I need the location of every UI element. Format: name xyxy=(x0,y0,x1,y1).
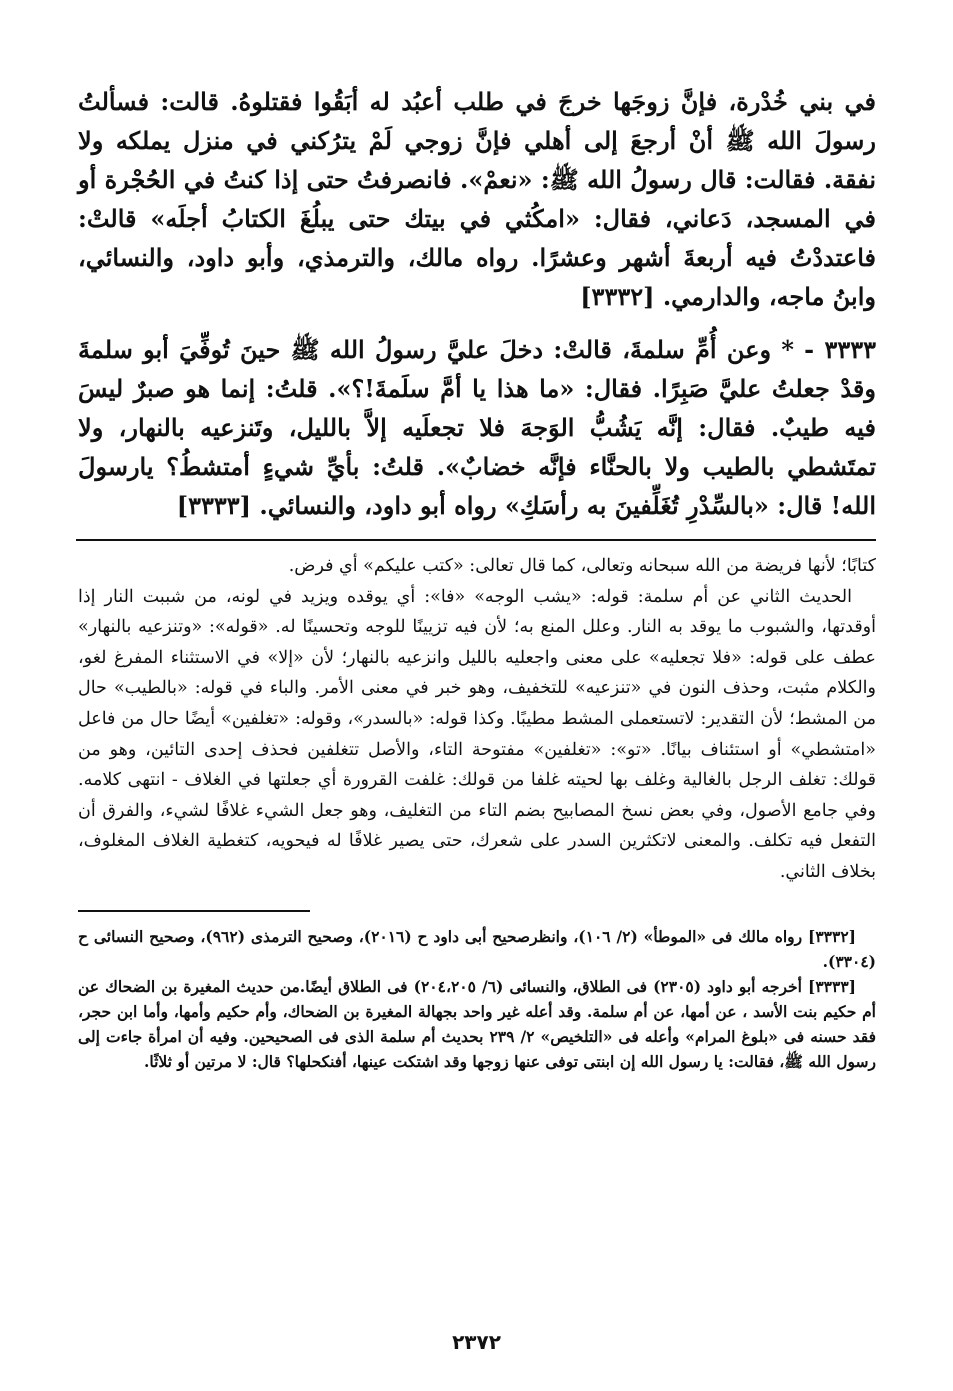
commentary xyxy=(78,551,876,888)
footnote-divider xyxy=(78,910,310,912)
main-divider xyxy=(76,539,876,541)
page-number: ٢٣٧٢ xyxy=(452,1330,501,1354)
hadith-text xyxy=(78,82,876,525)
hadith-3332-paragraph: في بني خُدْرة، فإنَّ زوجَها خرجَ في طلب أعبُد له أبَقُوا فقتلوهُ. قالت: فسألتُ رسولَ الله ﷺ أنْ أرجعَ إلى أهلي فإنَّ زوجي لَمْ يترُكني في منزل يملكه ولا نفقة. فقالت: قال رسولُ الله ﷺ: «نعمْ». فانصرفتُ حتى إذا كنتُ في الحُجْرة أو في المسجد، دَعاني، فقال: «امكُثي في بيتك حتى يبلُغَ الكتابُ أجلَه» قالتْ: فاعتددْتُ فيه أربعةَ أشهر وعشرًا. رواه مالك، والترمذي، وأبو داود، والنسائي، وابنُ ماجه، والدارمي. [٣٣٣٢] xyxy=(78,87,876,311)
hadith-3333-paragraph: ٣٣٣٣ - * وعن أُمِّ سلمةَ، قالتْ: دخلَ عليَّ رسولُ الله ﷺ حينَ تُوفِّيَ أبو سلمةَ وقدْ جعلتُ عليَّ صَبِرًا. فقال: «ما هذا يا أمَّ سلَمةَ!؟». قلتُ: إنما هو صبرٌ ليسَ فيه طيبٌ. فقال: إنَّه يَشُبُّ الوَجهَ فلا تجعلَيه إلاَّ بالليل، وتَنزعيه بالنهار، ولا تمتَشطي بالطيب ولا بالحنَّاء فإنَّه خضابٌ». قلتُ: بأيِّ شيءٍ أمتشطُ؟ يارسولَ الله! قال: «بالسِّدْرِ تُغَلِّفينَ به رأسَكِ» رواه أبو داود، والنسائي. [٣٣٣٣] xyxy=(78,335,876,520)
footnote-3333: [٣٣٣٣] أخرجه أبو داود (٢٣٠٥) فى الطلاق، والنسائى (٦/ ٢٠٤،٢٠٥) فى الطلاق أيضًا.من حديث المغيرة بن الضحاك عن أم حكيم بنت الأسد ، عن أمها، عن أم سلمة. وقد أعله غير واحد بجهالة المغيرة بن الضحاك، وأم حكيم وأمها، وأما ابن حجر، فقد حسنه فى «بلوغ المرام» وأعله فى «التلخيص» ٢/ ٢٣٩ بحديث أم سلمة الذى فى الصحيحين. وفيه أن امرأة جاءت إلى رسول الله ﷺ، فقالت: يا رسول الله إن ابنتى توفى عنها زوجها وقد اشتكت عينها، أفنكحلها؟ قال: لا مرتين أو ثلاثًا. xyxy=(78,976,876,1071)
commentary-paragraph: كتابًا؛ لأنها فريضة من الله سبحانه وتعالى، كما قال تعالى: «كتب عليكم» أي فرض. xyxy=(288,556,876,576)
footnotes xyxy=(78,924,876,1074)
footnote-3332: [٣٣٣٢] رواه مالك فى «الموطأ» (٢/ ١٠٦)، وانظرصحيح أبى داود ح (٢٠١٦)، وصحيح الترمذى (٩٦٢)، وصحيح النسائى ح (٣٣٠٤). xyxy=(78,926,876,971)
commentary-paragraph: الحديث الثاني عن أم سلمة: قوله: «يشب الوجه» «فا»: أي يوقده ويزيد في لونه، من شببت النار إذا أوقدتها، والشبوب ما يوقد به النار. وعلل المنع به؛ لأن فيه تزيينًا للوجه وتحسينًا له. «قوله»: «وتنزعيه بالنهار» عطف على قوله: «فلا تجعليه» على معنى واجعليه بالليل وانزعيه بالنهار؛ لأن «إلا» في الاستثناء المفرغ لغو، والكلام مثبت، وحذف النون في «تنزعيه» للتخفيف، وهو خبر في معنى الأمر. والباء في قوله: «بالطيب» حال من المشط؛ لأن التقدير: لاتستعملى المشط مطيبًا. وكذا قوله: «بالسدر»، وقوله: «تغلفين» أيضًا حال من فاعل «امتشطي» أو استئناف بيانًا. «تو»: «تغلفين» مفتوحة التاء، والأصل تتغلفين فحذف إحدى التائين، وهو من قولك: تغلف الرجل بالغالية وغلف بها لحيته غلفا من قولك: غلفت القرورة أي جعلتها في الغلاف - انتهى كلامه. وفي جامع الأصول، وفي بعض نسخ المصابيح بضم التاء من التغليف، وهو جعل الشيء غلافًا لشيء، والفرق أن التفعل فيه تكلف. والمعنى لاتكثرين السدر على شعرك، حتى يصير غلافًا له فيحويه، كتغطية الغلاف المغلوف، بخلاف الثاني. xyxy=(78,586,876,882)
page xyxy=(78,82,876,1074)
